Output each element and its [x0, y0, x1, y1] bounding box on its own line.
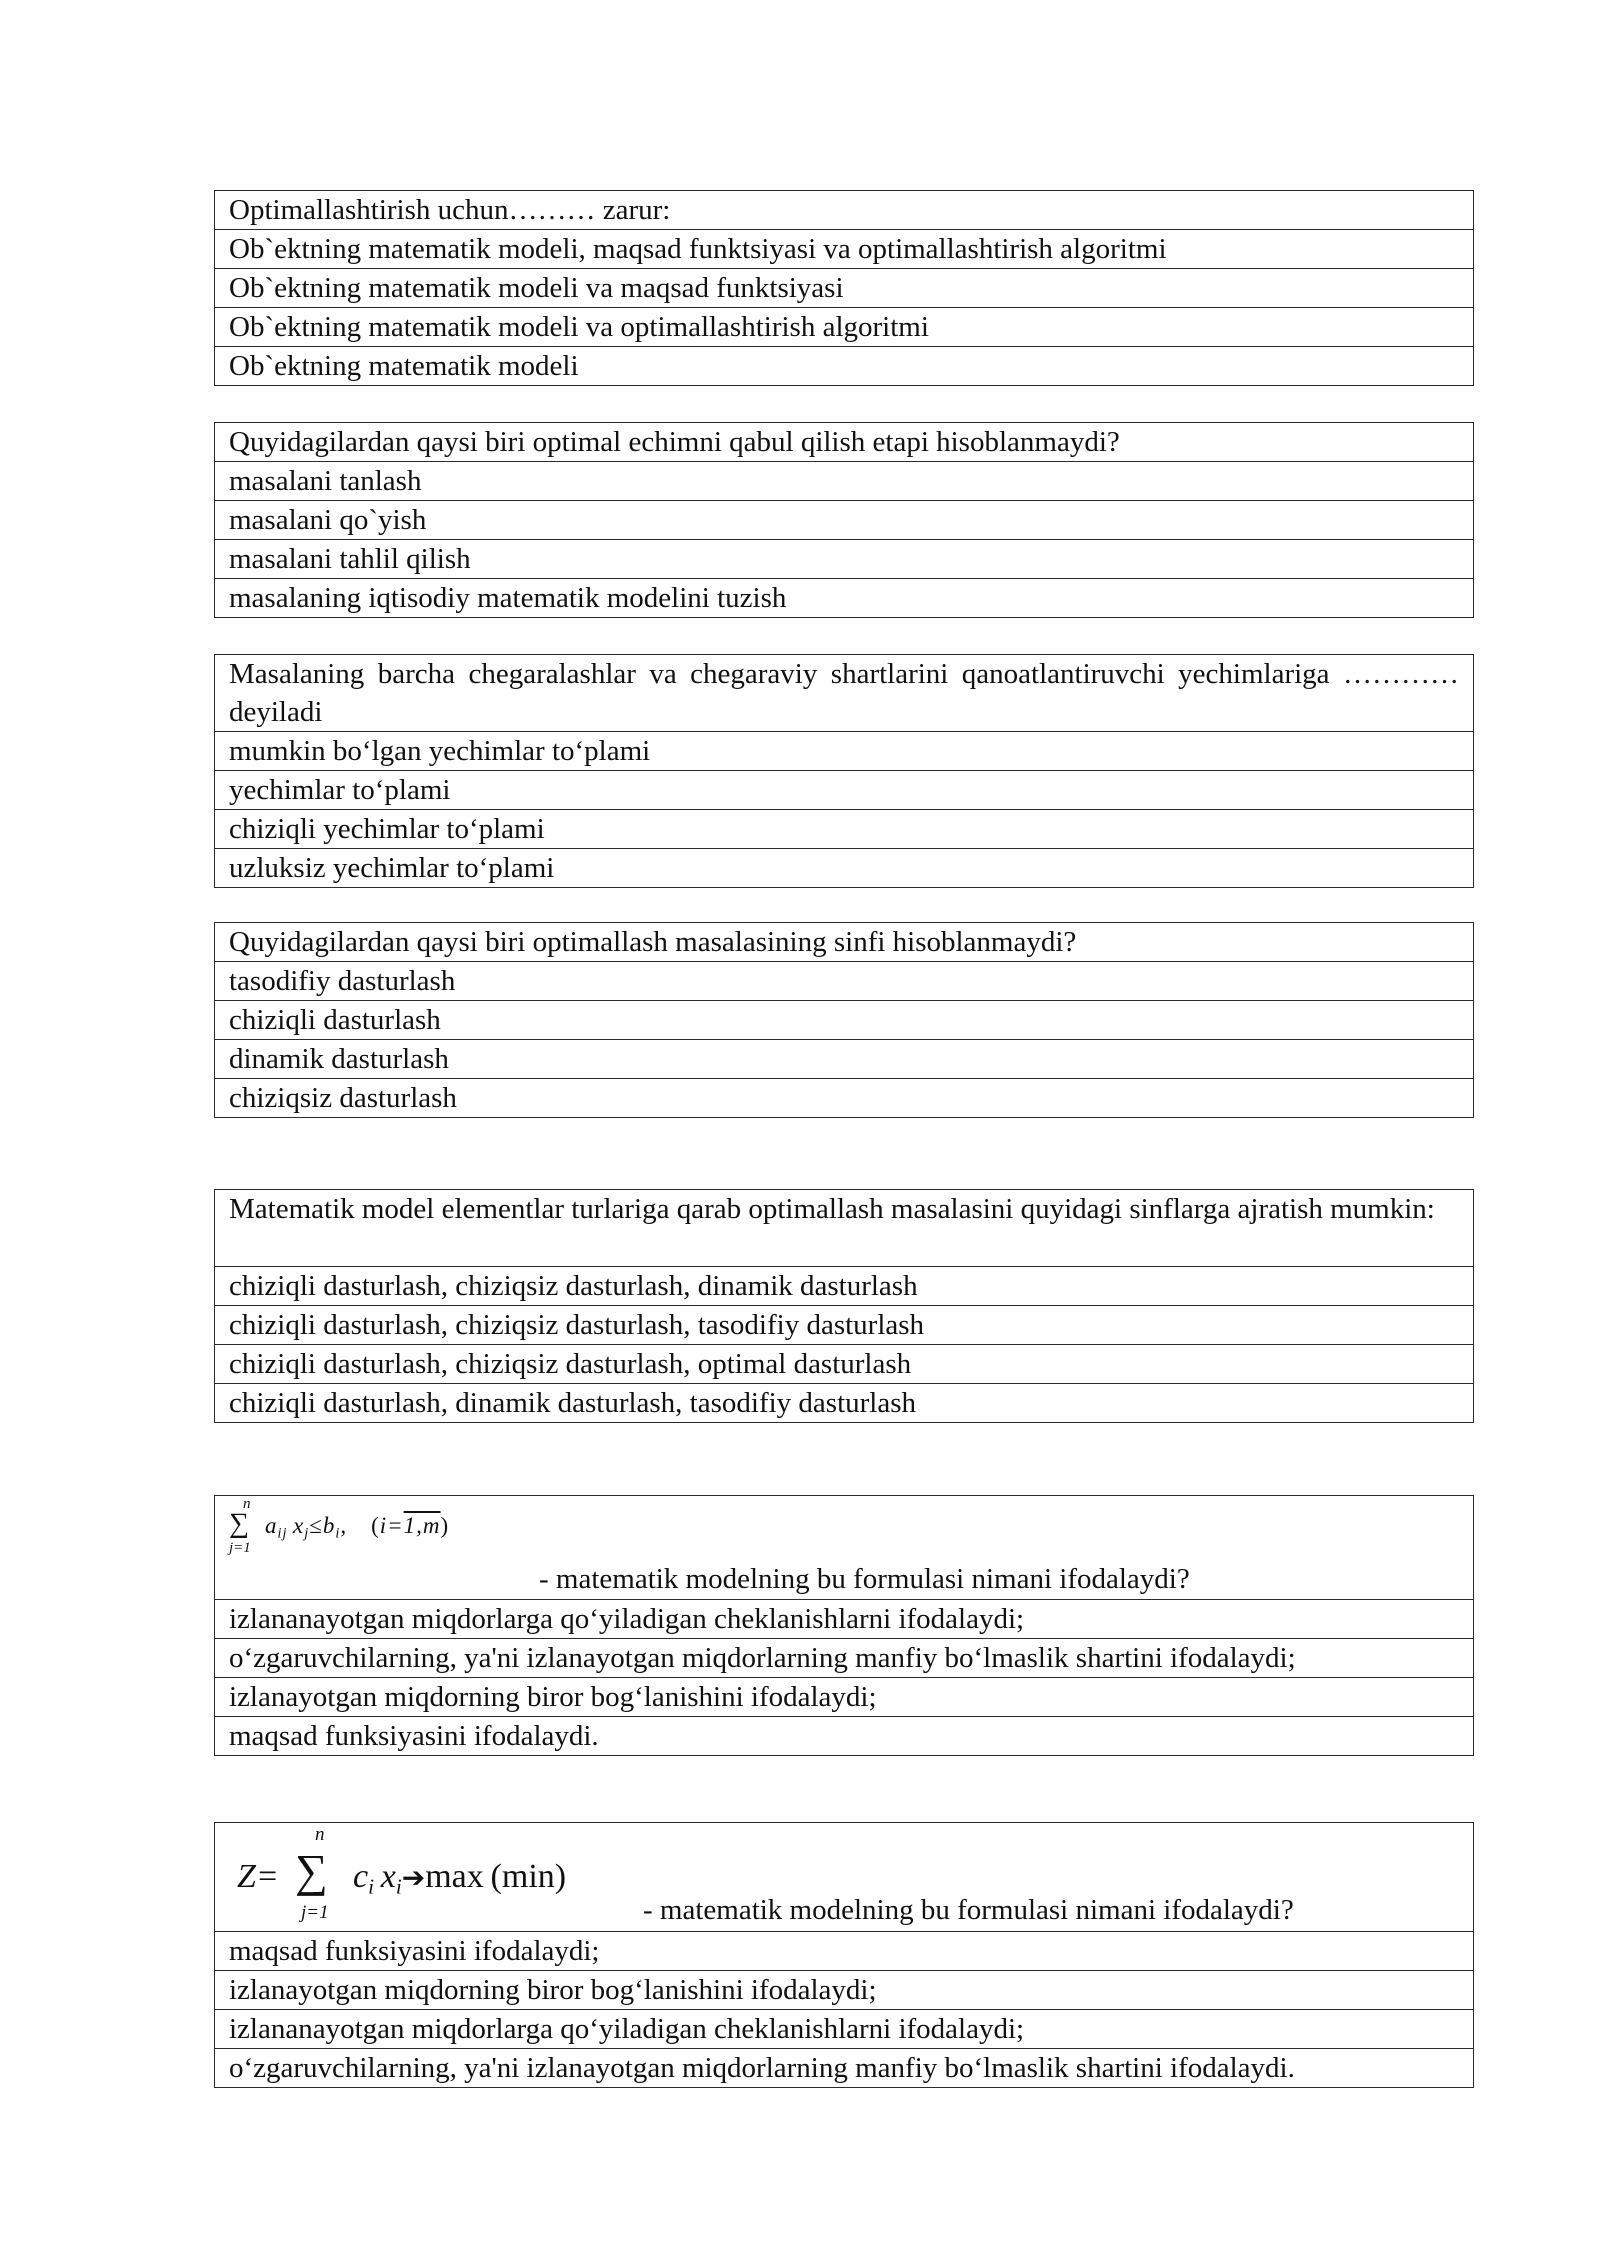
answer-option: chiziqli dasturlash, dinamik dasturlash, tasodifiy dasturlash	[215, 1384, 1474, 1423]
question-block-1	[214, 190, 1474, 386]
answer-option: chiziqli dasturlash	[215, 1001, 1474, 1040]
formula-lhs: Z=	[237, 1858, 279, 1895]
sum-lower-limit: j=1	[301, 1902, 329, 1923]
question-block-3	[214, 654, 1474, 888]
answer-option: yechimlar to‘plami	[215, 771, 1474, 810]
answer-option: izlanayotgan miqdorning biror bog‘lanishini ifodalaydi;	[215, 1678, 1474, 1717]
answer-option: masalani tanlash	[215, 462, 1474, 501]
formula-expression: $c_i$ $x_i➔\max$ (min)	[353, 1858, 567, 1899]
answer-option: chiziqli yechimlar to‘plami	[215, 810, 1474, 849]
formula-question-cell	[215, 1823, 1474, 1932]
answer-option: izlananayotgan miqdorlarga qo‘yiladigan cheklanishlarni ifodalaydi;	[215, 1600, 1474, 1639]
answer-option: o‘zgaruvchilarning, ya'ni izlanayotgan miqdorlarning manfiy bo‘lmaslik shartini ifodalaydi;	[215, 1639, 1474, 1678]
question-block-5	[214, 1189, 1474, 1423]
question-text: Masalaning barcha chegaralashlar va chegaraviy shartlarini qanoatlantiruvchi yechimlariga …………deyiladi	[215, 655, 1474, 732]
answer-option: maqsad funksiyasini ifodalaydi;	[215, 1932, 1474, 1971]
answer-option: izlananayotgan miqdorlarga qo‘yiladigan cheklanishlarni ifodalaydi;	[215, 2010, 1474, 2049]
answer-option: chiziqli dasturlash, chiziqsiz dasturlash, dinamik dasturlash	[215, 1267, 1474, 1306]
sum-symbol: ∑	[295, 1845, 328, 1896]
sum-lower-limit: j=1	[229, 1540, 251, 1556]
sum-upper-limit: n	[243, 1496, 251, 1512]
sum-upper-limit: n	[315, 1824, 325, 1845]
question-text: Matematik model elementlar turlariga qarab optimallash masalasini quyidagi sinflarga ajratish mumkin:	[215, 1190, 1474, 1267]
answer-option: masalaning iqtisodiy matematik modelini tuzish	[215, 579, 1474, 618]
question-block-4	[214, 922, 1474, 1118]
answer-option: maqsad funksiyasini ifodalaydi.	[215, 1717, 1474, 1756]
answer-option: chiziqli dasturlash, chiziqsiz dasturlash, optimal dasturlash	[215, 1345, 1474, 1384]
answer-option: Ob`ektning matematik modeli, maqsad funktsiyasi va optimallashtirish algoritmi	[215, 230, 1474, 269]
question-text: Optimallashtirish uchun……… zarur:	[215, 191, 1474, 230]
formula-expression: $a_{ij}$ $x_j\le b_i$, (i=1,m)	[265, 1513, 450, 1542]
question-block-2	[214, 422, 1474, 618]
constraint-formula	[215, 1496, 1473, 1599]
question-text: - matematik modelning bu formulasi nimani ifodalaydi?	[643, 1894, 1294, 1926]
answer-option: dinamik dasturlash	[215, 1040, 1474, 1079]
answer-option: Ob`ektning matematik modeli	[215, 347, 1474, 386]
objective-formula	[215, 1823, 1473, 1931]
question-block-7	[214, 1822, 1474, 2088]
answer-option: Ob`ektning matematik modeli va optimallashtirish algoritmi	[215, 308, 1474, 347]
question-text: Quyidagilardan qaysi biri optimal echimni qabul qilish etapi hisoblanmaydi?	[215, 423, 1474, 462]
question-block-6	[214, 1495, 1474, 1756]
answer-option: Ob`ektning matematik modeli va maqsad funktsiyasi	[215, 269, 1474, 308]
answer-option: masalani tahlil qilish	[215, 540, 1474, 579]
formula-question-cell	[215, 1496, 1474, 1600]
answer-option: mumkin bo‘lgan yechimlar to‘plami	[215, 732, 1474, 771]
answer-option: izlanayotgan miqdorning biror bog‘lanishini ifodalaydi;	[215, 1971, 1474, 2010]
answer-option: tasodifiy dasturlash	[215, 962, 1474, 1001]
question-text: - matematik modelning bu formulasi nimani ifodalaydi?	[539, 1563, 1190, 1595]
answer-option: masalani qo`yish	[215, 501, 1474, 540]
answer-option: chiziqsiz dasturlash	[215, 1079, 1474, 1118]
question-text: Quyidagilardan qaysi biri optimallash masalasining sinfi hisoblanmaydi?	[215, 923, 1474, 962]
answer-option: o‘zgaruvchilarning, ya'ni izlanayotgan miqdorlarning manfiy bo‘lmaslik shartini ifodalaydi.	[215, 2049, 1474, 2088]
answer-option: chiziqli dasturlash, chiziqsiz dasturlash, tasodifiy dasturlash	[215, 1306, 1474, 1345]
answer-option: uzluksiz yechimlar to‘plami	[215, 849, 1474, 888]
sum-symbol: ∑	[229, 1508, 249, 1539]
